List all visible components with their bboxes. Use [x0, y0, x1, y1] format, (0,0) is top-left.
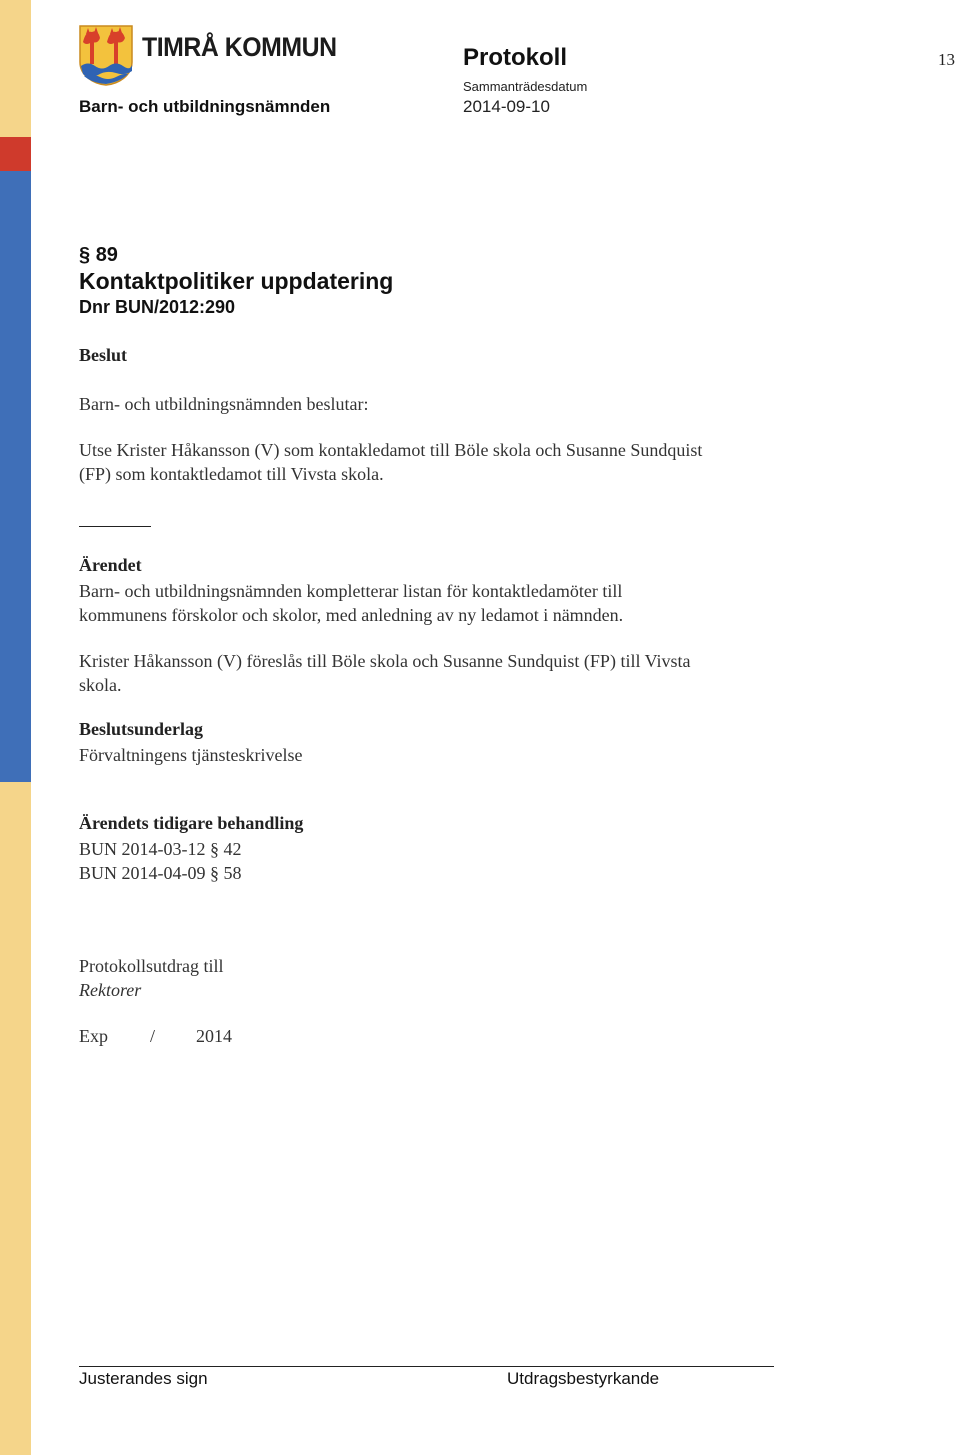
arendet-p2-line-1: Krister Håkansson (V) föreslås till Böle skola och Susanne Sundquist (FP) till Vivsta [79, 651, 691, 671]
section-number [79, 244, 118, 267]
arendet-heading: Ärendet [79, 555, 142, 575]
timra-coat-of-arms-icon [78, 24, 134, 86]
tidigare-entry-num: 58 [223, 863, 242, 883]
arendet-p2-line-2: skola. [79, 675, 122, 695]
beslut-line-1: Utse Krister Håkansson (V) som kontakledamot till Böle skola och Susanne Sundquist [79, 440, 703, 460]
section-number-value: 89 [95, 244, 118, 266]
beslut-heading: Beslut [79, 345, 128, 365]
section-title: Kontaktpolitiker uppdatering [79, 268, 394, 294]
org-name: TIMRÅ KOMMUN [142, 32, 337, 62]
beslut-intro: Barn- och utbildningsnämnden beslutar: [79, 394, 369, 414]
justerandes-sign-label: Justerandes sign [79, 1369, 208, 1388]
utdrag-recipient: Rektorer [79, 980, 142, 1000]
exp-year: 2014 [196, 1026, 232, 1046]
tidigare-entry-ref: BUN 2014-03-12 [79, 839, 206, 859]
tidigare-entry-ref: BUN 2014-04-09 [79, 863, 206, 883]
sidebar-band-yellow-top [0, 0, 31, 137]
section-sign-icon: § [79, 244, 91, 266]
arendet-p1-line-2: kommunens förskolor och skolor, med anledning av ny ledamot i nämnden. [79, 605, 624, 625]
signature-line [79, 1366, 774, 1367]
sidebar-band-blue [0, 171, 31, 782]
section-sign-icon: § [210, 839, 219, 859]
beslutsunderlag-item: Förvaltningens tjänsteskrivelse [79, 745, 303, 765]
page-number: 13 [938, 50, 955, 69]
document-type: Protokoll [463, 44, 568, 71]
beslutsunderlag-heading: Beslutsunderlag [79, 719, 204, 739]
tidigare-entry [79, 837, 242, 861]
committee-name: Barn- och utbildningsnämnden [79, 97, 331, 116]
meeting-date-label: Sammanträdesdatum [463, 79, 588, 94]
diary-number: Dnr BUN/2012:290 [79, 297, 236, 317]
meeting-date: 2014-09-10 [463, 97, 550, 116]
exp-label: Exp [79, 1026, 108, 1046]
section-divider [79, 526, 151, 527]
sidebar-band-yellow-bottom [0, 782, 31, 1455]
section-sign-icon: § [210, 863, 219, 883]
exp-slash: / [150, 1026, 156, 1046]
utdrag-label: Protokollsutdrag till [79, 956, 224, 976]
tidigare-entry [79, 861, 242, 885]
utdragsbestyrkande-label: Utdragsbestyrkande [507, 1369, 660, 1388]
beslut-line-2: (FP) som kontaktledamot till Vivsta skola. [79, 464, 384, 484]
sidebar-band-red [0, 137, 31, 171]
arendet-p1-line-1: Barn- och utbildningsnämnden kompletterar listan för kontaktledamöter till [79, 581, 623, 601]
tidigare-entry-num: 42 [223, 839, 242, 859]
tidigare-heading: Ärendets tidigare behandling [79, 813, 304, 833]
